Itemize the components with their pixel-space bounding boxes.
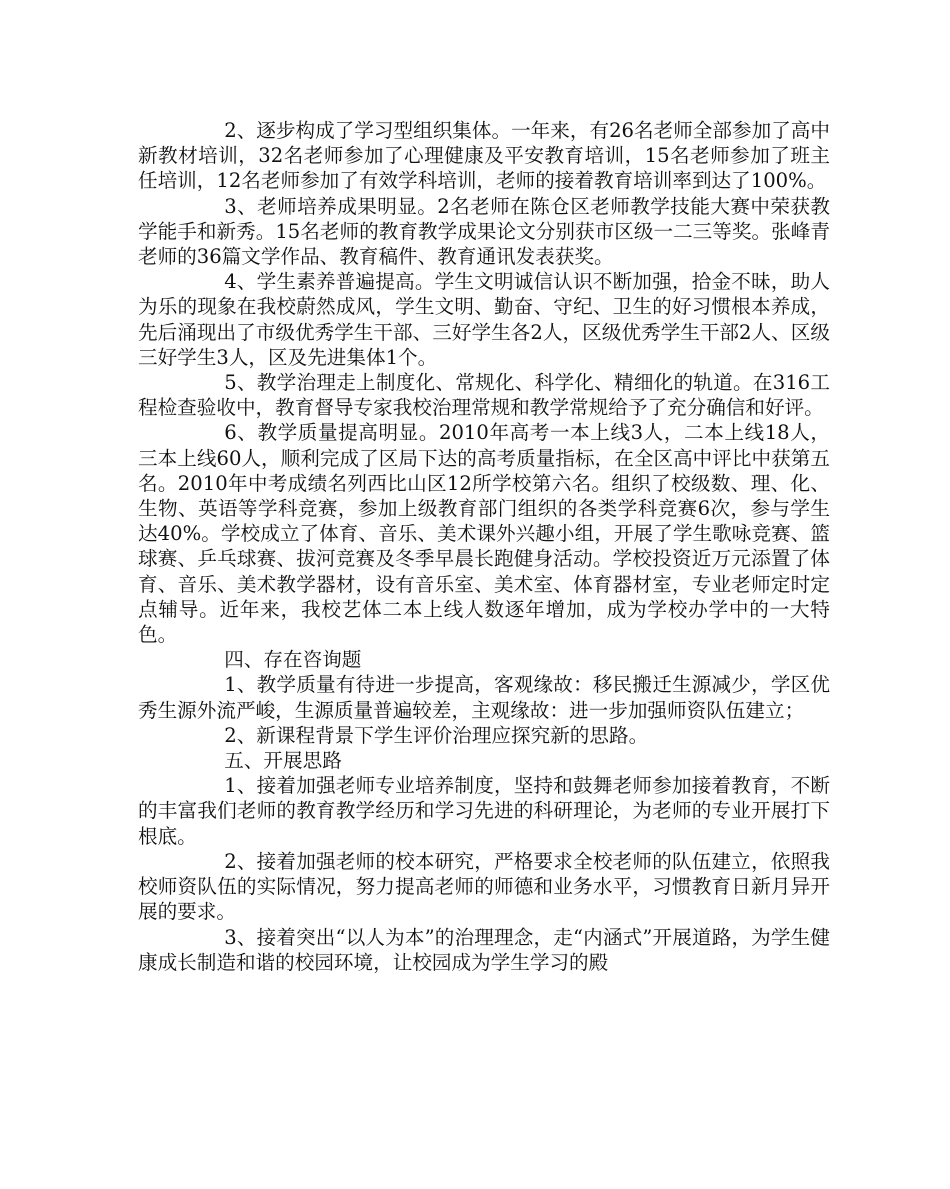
document-body [138,118,830,975]
paragraph-idea-1: 1、接着加强老师专业培养制度，坚持和鼓舞老师参加接着教育，不断的丰富我们老师的教育教学经历和学习先进的科研理论，为老师的专业开展打下根底。 [138,774,830,848]
section-heading-development-ideas: 五、开展思路 [224,749,342,773]
paragraph-item-3-teacher-training-results: 3、老师培养成果明显。2名老师在陈仓区老师教学技能大赛中荣获教学能手和新秀。15名老师的教育教学成果论文分别获市区级一二三等奖。张峰青老师的36篇文学作品、教育稿件、教育通讯发表获奖。 [138,194,830,269]
paragraph-item-4-student-quality: 4、学生素养普遍提高。学生文明诚信认识不断加强，拾金不昧，助人为乐的现象在我校蔚然成风，学生文明、勤奋、守纪、卫生的好习惯根本养成，先后涌现出了市级优秀学生干部、三好学生各2人，区级优秀学生干部2人、区级三好学生3人，区及先进集体1个。 [138,270,830,369]
paragraph-idea-3: 3、接着突出“以人为本”的治理理念，走“内涵式”开展道路，为学生健康成长制造和谐的校园环境，让校园成为学生学习的殿 [138,925,830,974]
paragraph-item-6-teaching-quality: 6、教学质量提高明显。2010年高考一本上线3人，二本上线18人，三本上线60人，顺利完成了区局下达的高考质量指标，在全区高中评比中获第五名。2010年中考成绩名列西比山区12所学校第六名。组织了校级数、理、化、生物、英语等学科竞赛，参加上级教育部门组织的各类学科竞赛6次，参与学生达40%。学校成立了体育、音乐、美术课外兴趣小组，开展了学生歌咏竞赛、篮球赛、乒乓球赛、拔河竞赛及冬季早晨长跑健身活动。学校投资近万元添置了体育、音乐、美术教学器材，设有音乐室、美术室、体育器材室，专业老师定时定点辅导。近年来，我校艺体二本上线人数逐年增加，成为学校办学中的一大特色。 [138,421,830,647]
section-heading-problems: 四、存在咨询题 [224,648,362,672]
paragraph-problem-2: 2、新课程背景下学生评价治理应探究新的思路。 [224,723,649,747]
paragraph-item-2-learning-organization: 2、逐步构成了学习型组织集体。一年来，有26名老师全部参加了高中新教材培训，32名老师参加了心理健康及平安教育培训，15名老师参加了班主任培训，12名老师参加了有效学科培训，老师的接着教育培训率到达了100%。 [138,119,830,193]
paragraph-problem-1: 1、教学质量有待进一步提高，客观缘故：移民搬迁生源减少，学区优秀生源外流严峻，生源质量普遍较差，主观缘故：进一步加强师资队伍建立； [138,673,830,722]
paragraph-item-5-teaching-management: 5、教学治理走上制度化、常规化、科学化、精细化的轨道。在316工程检查验收中，教育督导专家我校治理常规和教学常规给予了充分确信和好评。 [138,371,830,420]
paragraph-idea-2: 2、接着加强老师的校本研究，严格要求全校老师的队伍建立，依照我校师资队伍的实际情况，努力提高老师的师德和业务水平，习惯教育日新月异开展的要求。 [138,849,830,924]
